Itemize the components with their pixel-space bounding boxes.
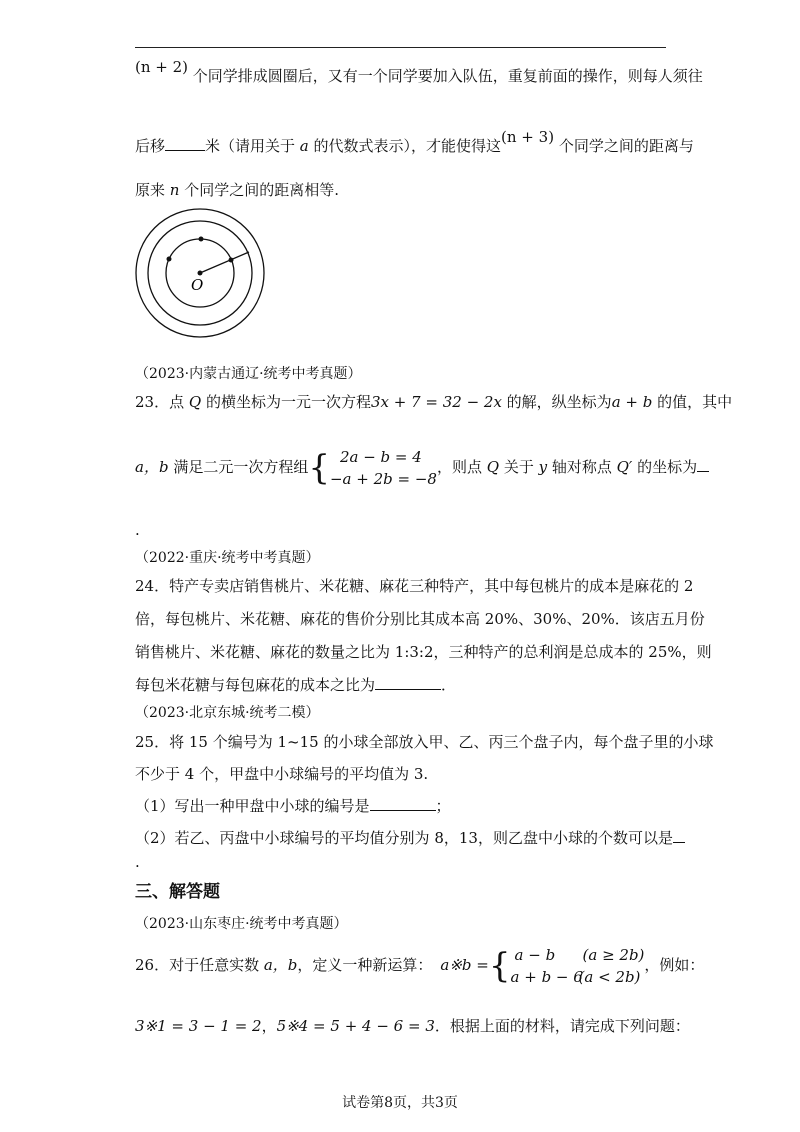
- p24-line-1: 24．特产专卖店销售桃片、米花糖、麻花三种特产，其中每包桃片的成本是麻花的 2: [135, 577, 694, 595]
- point-right: [229, 258, 234, 263]
- answer-blank[interactable]: [370, 796, 436, 811]
- header-rule: [135, 47, 666, 48]
- p25-line-4: （2）若乙、丙盘中小球编号的平均值分别为 8，13，则乙盘中小球的个数可以是: [135, 828, 685, 848]
- page-footer: 试卷第8页，共3页: [342, 1095, 458, 1111]
- p23-line-3: .: [135, 521, 140, 539]
- radius-line: [200, 252, 249, 273]
- p24-source: （2022·重庆·统考中考真题）: [135, 550, 320, 566]
- p26-line-1: 26．对于任意实数 a，b，定义一种新运算： a※b ={ a − b (a ≥ 2b) a + b − 6(a < 2b) ，例如：: [135, 946, 705, 986]
- center-label: O: [191, 276, 204, 294]
- p23-source: （2023·内蒙古通辽·统考中考真题）: [135, 366, 362, 382]
- p22-line-2: 后移 米（请用关于 a 的代数式表示），才能使得这(n + 3) 个同学之间的距离与: [135, 128, 694, 155]
- piecewise-cases: a − b (a ≥ 2b) a + b − 6(a < 2b): [510, 946, 645, 986]
- center-point: [198, 271, 203, 276]
- p23-line-2: a，b 满足二元一次方程组{ 2a − b = 4 −a + 2b = −8 ，则点 Q 关于 y 轴对称点 Q′ 的坐标为: [135, 446, 709, 490]
- p23-line-1: 23．点 Q 的横坐标为一元一次方程3x + 7 = 32 − 2x 的解，纵坐标为a + b 的值，其中: [135, 393, 733, 411]
- p22-line-1: (n + 2) 个同学排成圆圈后，又有一个同学要加入队伍，重复前面的操作，则每人须往: [135, 58, 703, 85]
- piecewise-brace: {: [488, 946, 511, 986]
- answer-blank[interactable]: [697, 457, 709, 472]
- answer-blank[interactable]: [375, 675, 441, 690]
- p22-line-3: 原来 n 个同学之间的距离相等.: [135, 181, 339, 199]
- p26-line-2: 3※1 = 3 − 1 = 2，5※4 = 5 + 4 − 6 = 3．根据上面的材料，请完成下列问题：: [135, 1017, 690, 1035]
- section-heading: 三、解答题: [135, 882, 220, 902]
- p24-line-4: 每包米花糖与每包麻花的成本之比为 ．: [135, 676, 457, 694]
- concentric-circles-figure: [133, 206, 268, 341]
- p26-source: （2023·山东枣庄·统考中考真题）: [135, 916, 348, 932]
- p25-line-1: 25．将 15 个编号为 1~15 的小球全部放入甲、乙、丙三个盘子内，每个盘子里的小球: [135, 733, 714, 751]
- point-left: [167, 257, 172, 262]
- p25-line-2: 不少于 4 个，甲盘中小球编号的平均值为 3.: [135, 765, 429, 783]
- system-brace: {: [308, 448, 330, 488]
- p25-line-5: .: [135, 853, 140, 871]
- p25-source: （2023·北京东城·统考二模）: [135, 705, 320, 721]
- answer-blank[interactable]: [165, 136, 205, 151]
- p25-line-3: （1）写出一种甲盘中小球的编号是 ；: [135, 797, 451, 815]
- p24-line-2: 倍，每包桃片、米花糖、麻花的售价分别比其成本高 20%、30%、20%．该店五月份: [135, 610, 705, 628]
- point-top: [199, 237, 204, 242]
- p24-line-3: 销售桃片、米花糖、麻花的数量之比为 1:3:2，三种特产的总利润是总成本的 25%，则: [135, 643, 712, 661]
- answer-blank[interactable]: [673, 828, 685, 843]
- equation-system: 2a − b = 4 −a + 2b = −8: [329, 448, 437, 488]
